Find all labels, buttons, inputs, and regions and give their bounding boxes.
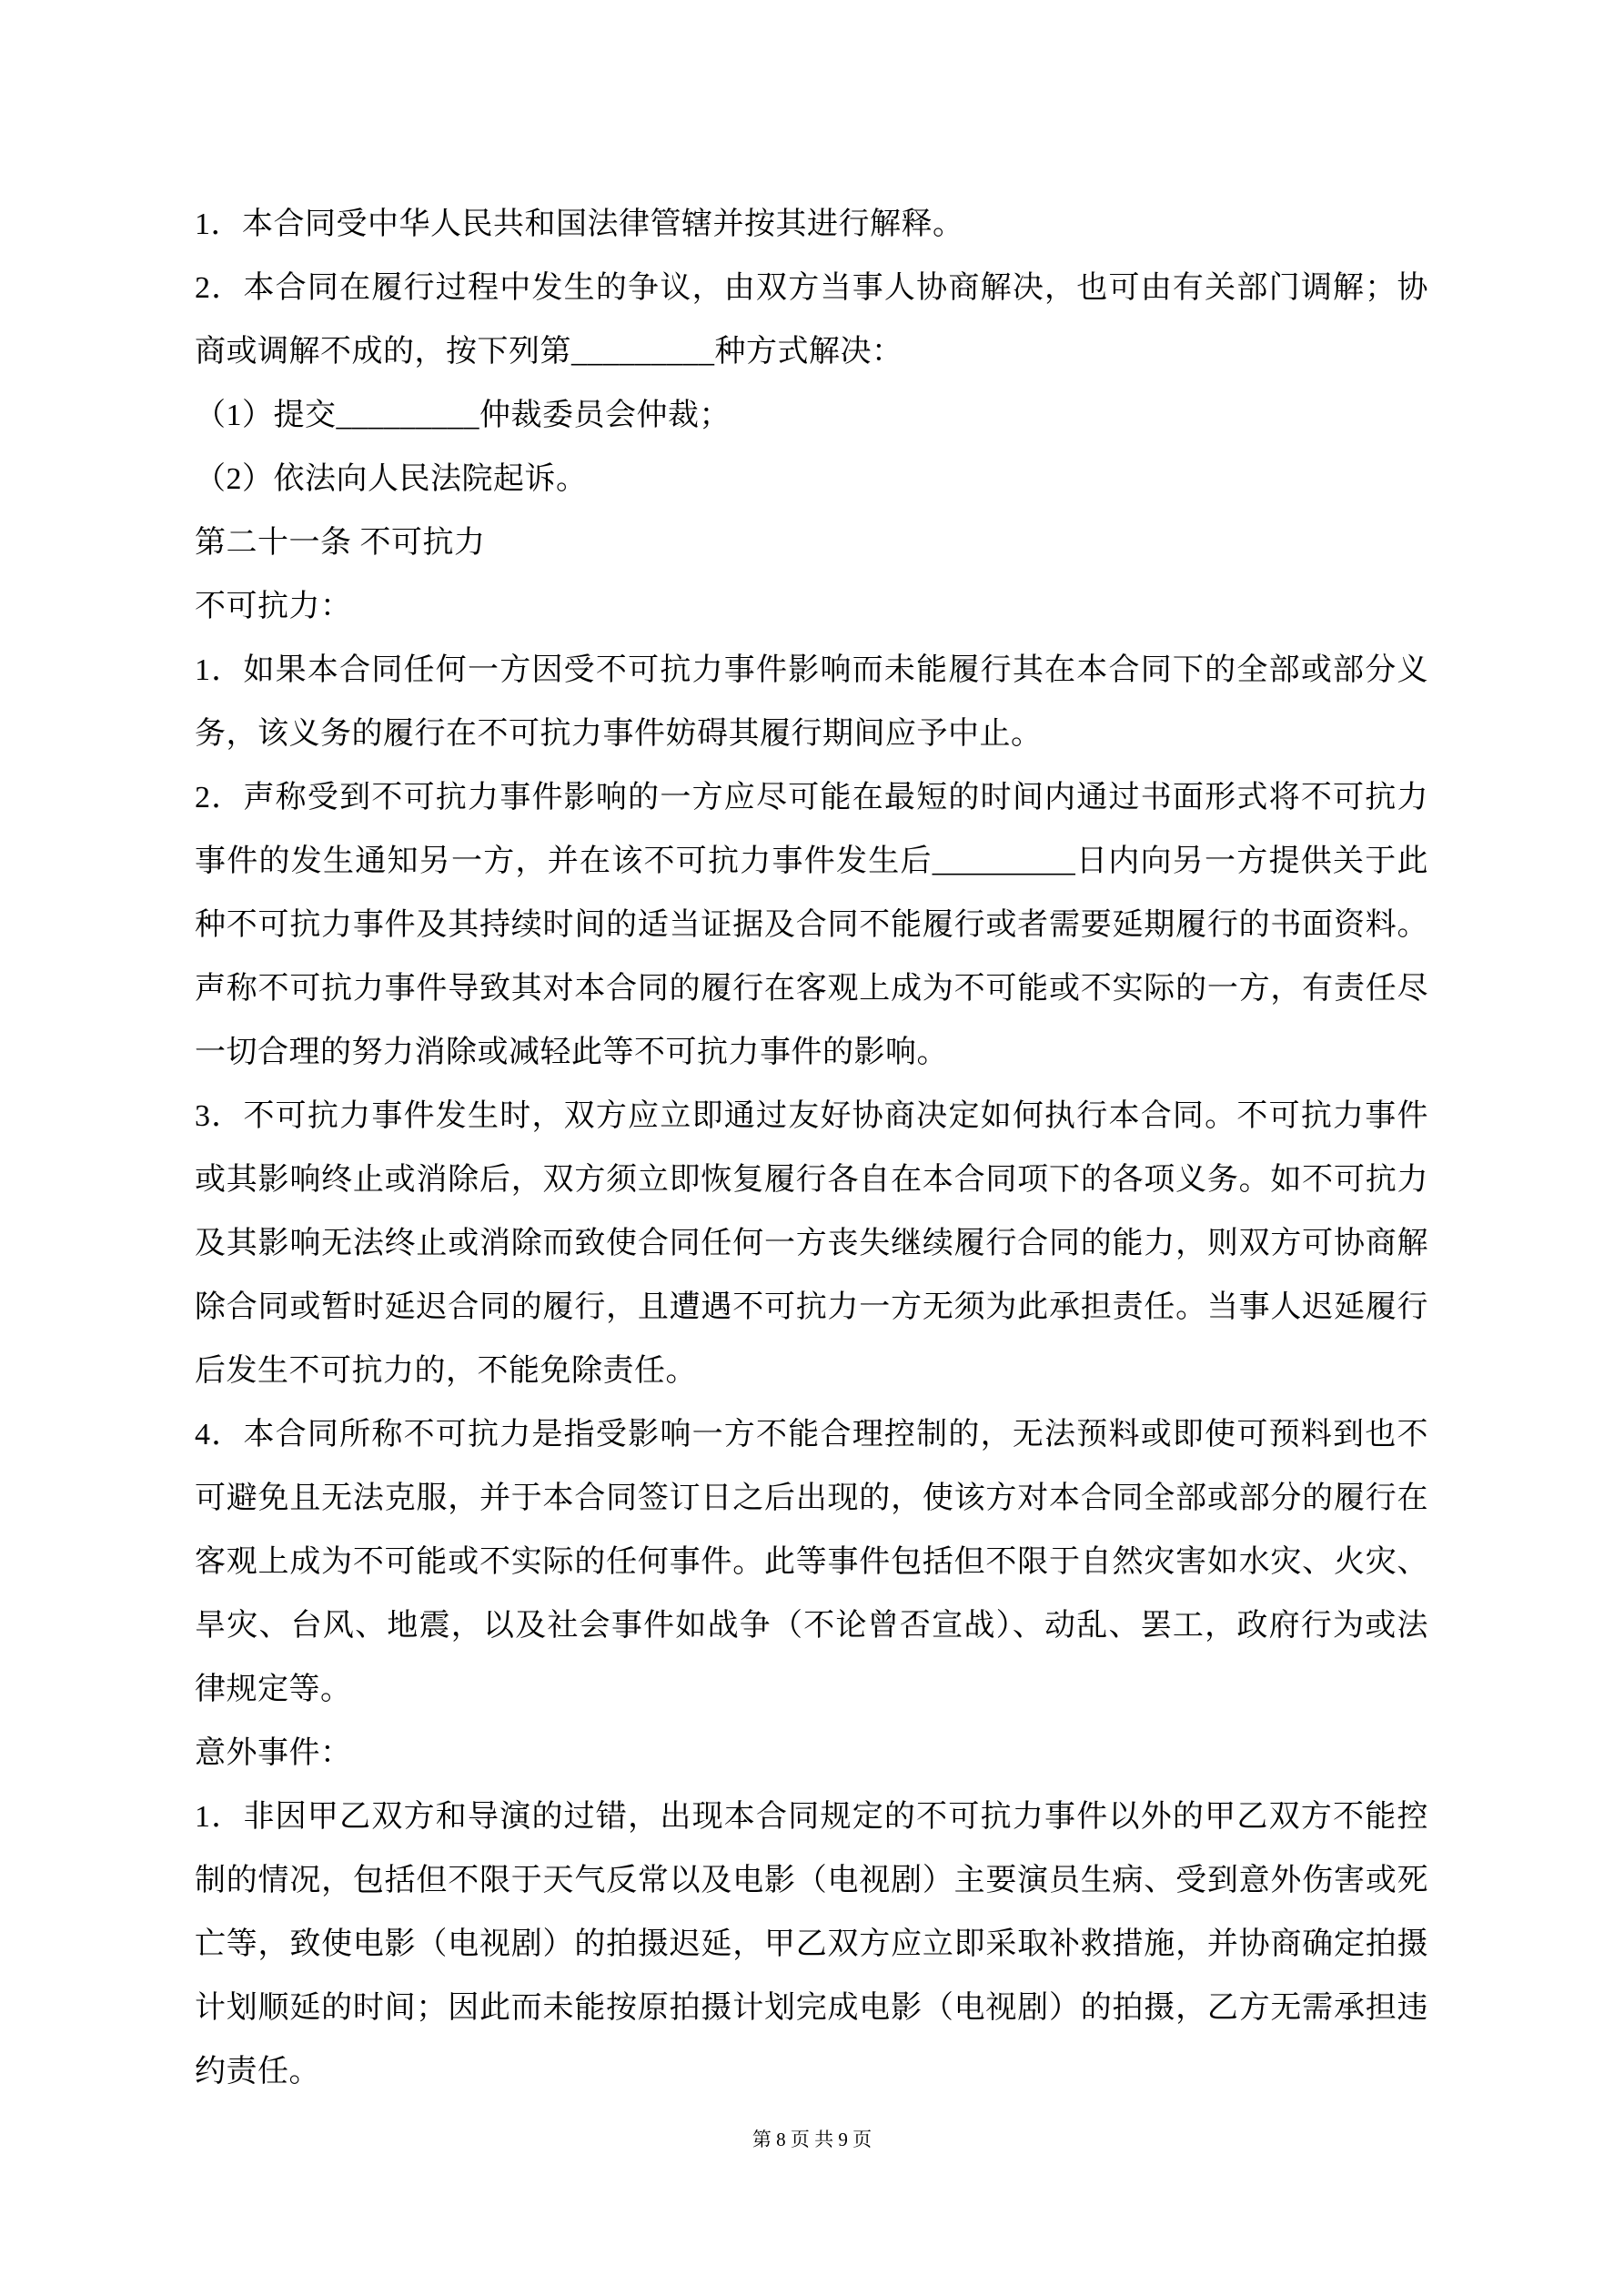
contract-clause: 3．不可抗力事件发生时，双方应立即通过友好协商决定如何执行本合同。不可抗力事件或其影响终止或消除后，双方须立即恢复履行各自在本合同项下的各项义务。如不可抗力及其影响无法终止或消除而致使合同任何一方丧失继续履行合同的能力，则双方可协商解除合同或暂时延迟合同的履行，且遭遇不可抗力一方无须为此承担责任。当事人迟延履行后发生不可抗力的，不能免除责任。 — [195, 1099, 1428, 1388]
contract-body — [195, 193, 1428, 2104]
page-number: 第 8 页 共 9 页 — [751, 2129, 873, 2150]
contract-clause: （2）依法向人民法院起诉。 — [195, 462, 588, 496]
contract-clause: （1）提交_________仲裁委员会仲裁； — [195, 399, 731, 432]
contract-clause: 4．本合同所称不可抗力是指受影响一方不能合理控制的，无法预料或即使可预料到也不可避免且无法克服，并于本合同签订日之后出现的，使该方对本合同全部或部分的履行在客观上成为不可能或不实际的任何事件。此等事件包括但不限于自然灾害如水灾、火灾、旱灾、台风、地震，以及社会事件如战争（不论曾否宣战）、动乱、罢工，政府行为或法律规定等。 — [195, 1418, 1428, 1706]
contract-clause: 1．如果本合同任何一方因受不可抗力事件影响而未能履行其在本合同下的全部或部分义务，该义务的履行在不可抗力事件妨碍其履行期间应予中止。 — [195, 653, 1428, 751]
contract-section-label: 不可抗力： — [195, 590, 352, 623]
contract-article-heading: 第二十一条 不可抗力 — [195, 526, 486, 560]
contract-clause: 2．声称受到不可抗力事件影响的一方应尽可能在最短的时间内通过书面形式将不可抗力事件的发生通知另一方，并在该不可抗力事件发生后_________日内向另一方提供关于此种不可抗力事件及其持续时间的适当证据及合同不能履行或者需要延期履行的书面资料。声称不可抗力事件导致其对本合同的履行在客观上成为不可能或不实际的一方，有责任尽一切合理的努力消除或减轻此等不可抗力事件的影响。 — [195, 781, 1428, 1069]
page-footer — [0, 2126, 1624, 2153]
contract-clause: 1．非因甲乙双方和导演的过错，出现本合同规定的不可抗力事件以外的甲乙双方不能控制的情况，包括但不限于天气反常以及电影（电视剧）主要演员生病、受到意外伤害或死亡等，致使电影（电视剧）的拍摄迟延，甲乙双方应立即采取补救措施，并协商确定拍摄计划顺延的时间；因此而未能按原拍摄计划完成电影（电视剧）的拍摄，乙方无需承担违约责任。 — [195, 1800, 1428, 2089]
contract-clause: 1．本合同受中华人民共和国法律管辖并按其进行解释。 — [195, 207, 964, 241]
contract-section-label: 意外事件： — [195, 1736, 352, 1770]
contract-clause: 2．本合同在履行过程中发生的争议，由双方当事人协商解决，也可由有关部门调解；协商或调解不成的，按下列第_________种方式解决： — [195, 271, 1428, 369]
